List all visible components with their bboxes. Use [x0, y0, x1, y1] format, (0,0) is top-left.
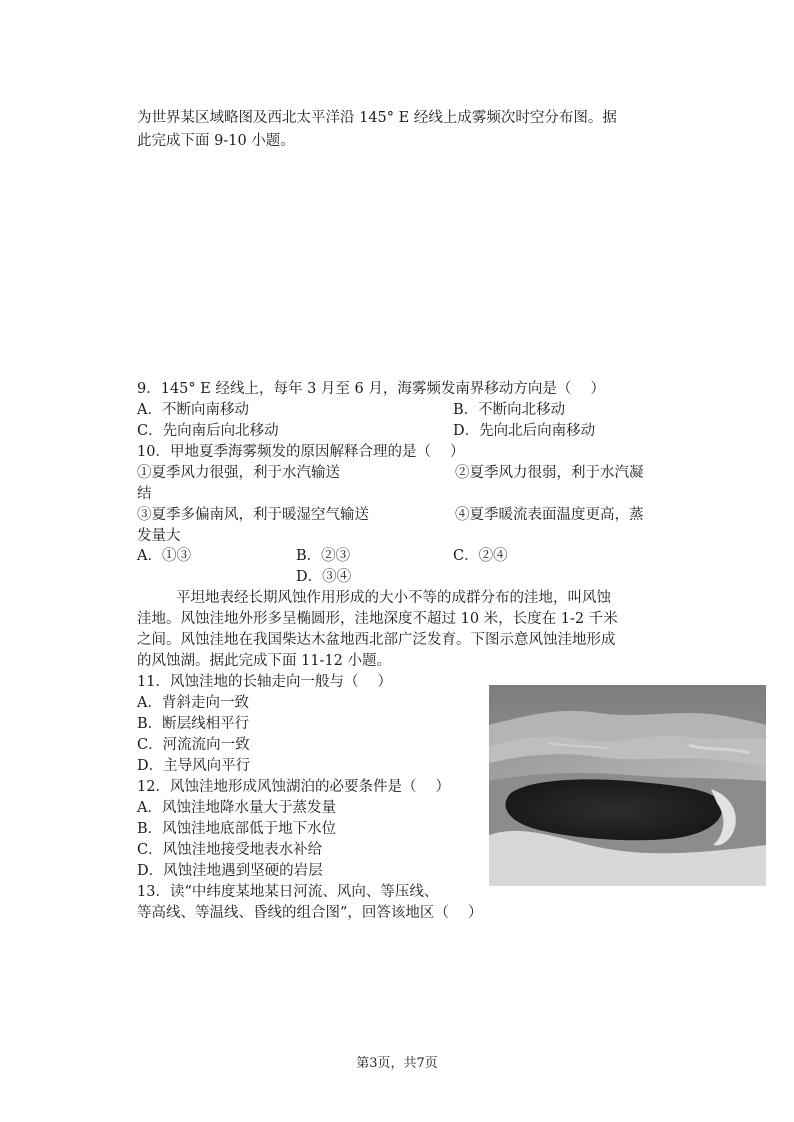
q10-statement-2-cont: 结: [137, 486, 152, 502]
q12-stem: 12．风蚀洼地形成风蚀湖泊的必要条件是（ ）: [137, 779, 451, 795]
q9-option-a: A．不断向南移动: [137, 402, 249, 418]
q10-statement-3: ③夏季多偏南风，利于暖湿空气输送: [137, 507, 369, 523]
q11-stem: 11．风蚀洼地的长轴走向一般与（ ）: [137, 674, 393, 690]
passage-line-2: 洼地。风蚀洼地外形多呈椭圆形，洼地深度不超过 10 米，长度在 1-2 千米: [137, 611, 618, 627]
q11-option-c: C．河流流向一致: [137, 737, 250, 753]
q13-line-1: 13．读“中纬度某地某日河流、风向、等压线、: [137, 884, 439, 900]
q9-option-c: C．先向南后向北移动: [137, 423, 279, 439]
q12-option-b: B．风蚀洼地底部低于地下水位: [137, 821, 337, 837]
passage-line-4: 的风蚀湖。据此完成下面 11-12 小题。: [137, 653, 392, 669]
q13-line-2: 等高线、等温线、昏线的组合图”，回答该地区（ ）: [137, 905, 483, 921]
q10-option-b: B．②③: [296, 548, 351, 564]
q9-stem: 9．145° E 经线上，每年 3 月至 6 月，海雾频发南界移动方向是（ ）: [137, 381, 605, 397]
q10-statement-2: ②夏季风力很弱，利于水汽凝: [455, 465, 644, 481]
page-footer: 第3页，共7页: [356, 1056, 438, 1071]
q11-option-b: B．断层线相平行: [137, 716, 250, 732]
q11-option-d: D．主导风向平行: [137, 758, 251, 774]
passage-line-1: 平坦地表经长期风蚀作用形成的大小不等的成群分布的洼地，叫风蚀: [176, 590, 611, 606]
q12-option-c: C．风蚀洼地接受地表水补给: [137, 842, 323, 858]
intro-line-1: 为世界某区域略图及西北太平洋沿 145° E 经线上成雾频次时空分布图。据: [137, 110, 617, 126]
q10-statement-4: ④夏季暖流表面温度更高，蒸: [455, 507, 644, 523]
q10-option-d: D．③④: [296, 569, 352, 585]
q10-stem: 10．甲地夏季海雾频发的原因解释合理的是（ ）: [137, 444, 465, 460]
q12-option-d: D．风蚀洼地遇到坚硬的岩层: [137, 863, 323, 879]
q10-statement-1: ①夏季风力很强，利于水汽输送: [137, 465, 340, 481]
q10-statement-4-cont: 发量大: [137, 528, 181, 544]
q9-option-d: D．先向北后向南移动: [453, 423, 596, 439]
intro-line-2: 此完成下面 9-10 小题。: [137, 133, 295, 149]
q9-option-b: B．不断向北移动: [453, 402, 566, 418]
q12-option-a: A．风蚀洼地降水量大于蒸发量: [137, 800, 336, 816]
q10-option-a: A．①③: [137, 548, 191, 564]
q11-option-a: A．背斜走向一致: [137, 695, 249, 711]
q10-option-c: C．②④: [453, 548, 508, 564]
passage-line-3: 之间。风蚀洼地在我国柴达木盆地西北部广泛发育。下图示意风蚀洼地形成: [137, 632, 616, 648]
wind-erosion-lake-photo: [489, 685, 766, 886]
